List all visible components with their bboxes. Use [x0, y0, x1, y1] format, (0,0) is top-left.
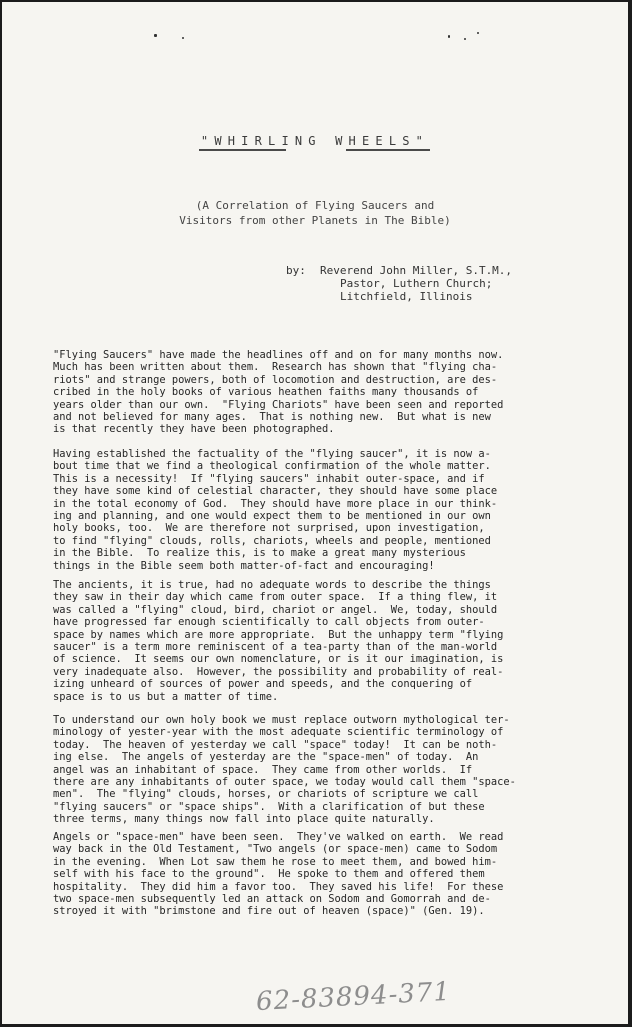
top-specks	[2, 2, 628, 62]
subtitle-line: (A Correlation of Flying Saucers and	[195, 199, 435, 212]
text-line: in the total economy of God. They should have more place in our think-	[53, 497, 498, 510]
text-line: Angels or "space-men" have been seen. They've walked on earth. We read	[53, 831, 504, 843]
text-line: cribed in the holy books of various heathen faiths many thousands of	[53, 386, 479, 399]
text-line: bout time that we find a theological confirmation of the whole matter.	[53, 460, 491, 473]
text-line: "flying saucers" or "space ships". With a clarification of but these	[53, 800, 485, 813]
paragraph-2	[53, 448, 581, 572]
text-line: angel was an inhabitant of space. They came from other worlds. If	[53, 763, 473, 776]
text-line: is that recently they have been photographed.	[53, 423, 335, 436]
text-line: today. The heaven of yesterday we call "space" today! It can be noth-	[53, 738, 498, 751]
text-line: minology of yester-year with the most adequate scientific terminology of	[53, 726, 504, 739]
text-line: This is a necessity! If "flying saucers" inhabit outer-space, and if	[53, 472, 485, 485]
text-line: holy books, too. We are therefore not surprised, upon investigation,	[53, 522, 485, 535]
text-line: hospitality. They did him a favor too. They saved his life! For these	[53, 880, 504, 893]
byline-location: Litchfield, Illinois	[340, 290, 473, 303]
text-line: of science. It seems our own nomenclature, or is it our imagination, is	[53, 653, 504, 666]
text-line: riots" and strange powers, both of locomotion and destruction, are des-	[53, 373, 498, 386]
text-line: things in the Bible seem both matter-of-fact and encouraging!	[53, 559, 435, 572]
byline-by: by:	[286, 264, 306, 277]
text-line: ing and planning, and one would expect them to be mentioned in our own	[53, 510, 491, 523]
byline-pastor: Pastor, Luthern Church;	[340, 277, 493, 290]
speck	[154, 34, 157, 37]
text-line: To understand our own holy book we must replace outworn mythological ter-	[53, 714, 510, 726]
paragraph-1	[53, 349, 581, 436]
text-line: to find "flying" clouds, rolls, chariots, wheels and people, mentioned	[53, 534, 491, 547]
text-line: "Flying Saucers" have made the headlines off and on for many months now.	[53, 349, 504, 361]
paragraph-4	[53, 714, 581, 826]
text-line: self with his face to the ground". He spoke to them and offered them	[53, 868, 485, 881]
text-line: there are any inhabitants of outer space, we today would call them "space-	[53, 776, 516, 789]
text-line: and not believed for many ages. That is nothing new. But what is new	[53, 411, 491, 424]
paragraph-5	[53, 831, 581, 918]
speck	[464, 38, 466, 40]
text-line: very inadequate also. However, the possibility and probability of real-	[53, 665, 504, 678]
text-line: The ancients, it is true, had no adequate words to describe the things	[53, 579, 491, 591]
text-line: stroyed it with "brimstone and fire out of heaven (space)" (Gen. 19).	[53, 905, 485, 918]
speck	[182, 37, 184, 39]
text-line: three terms, many things now fall into place quite naturally.	[53, 813, 435, 826]
paragraph-3	[53, 579, 581, 703]
text-line: years older than our own. "Flying Chariots" have been seen and reported	[53, 398, 504, 411]
title-underline	[346, 149, 430, 151]
document-page	[2, 2, 628, 1024]
text-line: was called a "flying" cloud, bird, chariot or angel. We, today, should	[53, 603, 498, 616]
text-line: men". The "flying" clouds, horses, or chariots of scripture we call	[53, 788, 479, 801]
text-line: they saw in their day which came from outer space. If a thing flew, it	[53, 591, 498, 604]
text-line: ing else. The angels of yesterday are the "space-men" of today. An	[53, 751, 479, 764]
text-line: izing unheard of sources of power and speeds, and the conquering of	[53, 678, 473, 691]
text-line: saucer" is a term more reminiscent of a tea-party than of the man-world	[53, 641, 498, 654]
text-line: two space-men subsequently led an attack on Sodom and Gomorrah and de-	[53, 893, 491, 906]
subtitle-line: Visitors from other Planets in The Bible)	[179, 214, 451, 227]
speck	[477, 32, 479, 34]
text-line: space is to us but a matter of time.	[53, 690, 279, 703]
text-line: way back in the Old Testament, "Two angels (or space-men) came to Sodom	[53, 843, 498, 856]
handwritten-file-number: 62-83894-371	[255, 976, 452, 1018]
author-byline	[286, 264, 512, 303]
text-line: in the evening. When Lot saw them he rose to meet them, and bowed him-	[53, 855, 498, 868]
document-subtitle	[2, 198, 628, 228]
text-line: Much has been written about them. Research has shown that "flying cha-	[53, 361, 498, 374]
text-line: in the Bible. To realize this, is to make a great many mysterious	[53, 547, 466, 560]
text-line: space by names which are more appropriate. But the unhappy term "flying	[53, 628, 504, 641]
text-line: have progressed far enough scientifically to call objects from outer-	[53, 616, 485, 629]
speck	[448, 35, 450, 38]
title-underline	[199, 149, 286, 151]
byline-name: Reverend John Miller, S.T.M.,	[320, 264, 513, 277]
text-line: they have some kind of celestial character, they should have some place	[53, 485, 498, 498]
document-title: "WHIRLING WHEELS"	[200, 134, 430, 148]
text-line: Having established the factuality of the "flying saucer", it is now a-	[53, 448, 491, 460]
